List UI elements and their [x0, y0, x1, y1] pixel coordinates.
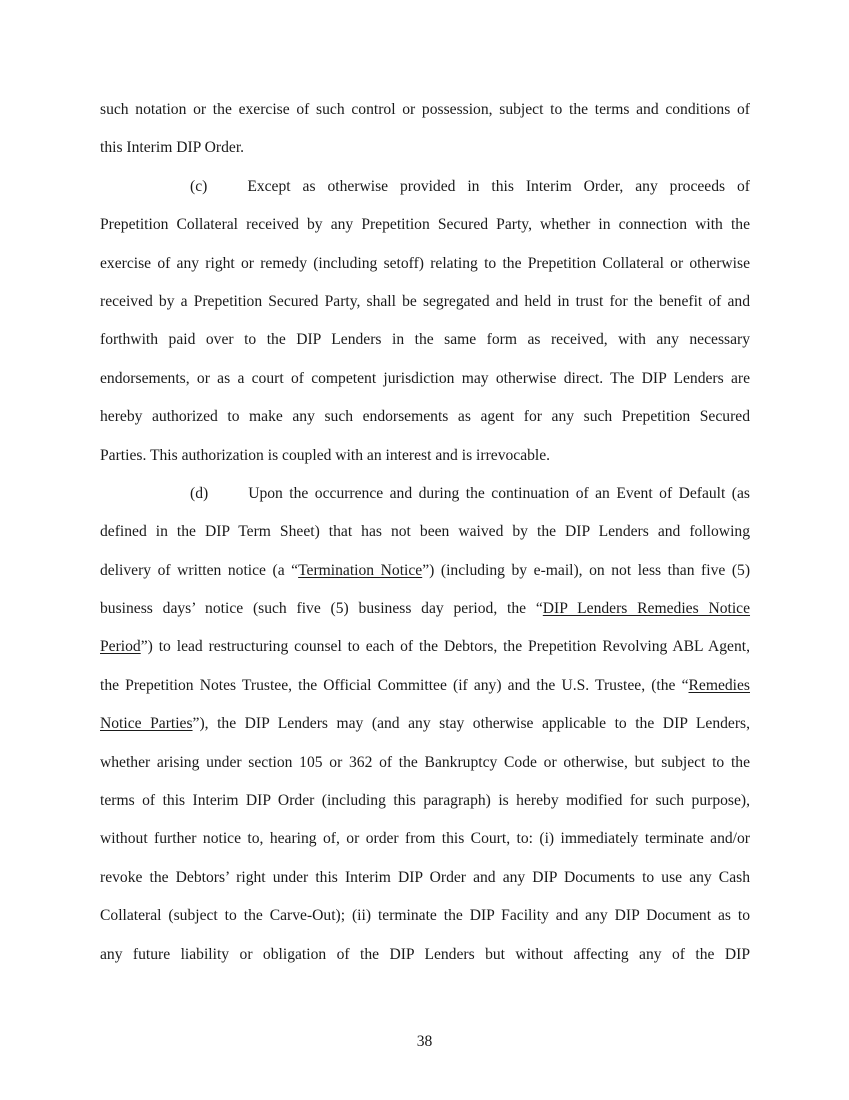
text-segment: ”) to lead restructuring counsel to each of the Debtors, the Prepetition Revolving ABL Agent, [140, 638, 750, 656]
text-line: exercise of any right or remedy (including setoff) relating to the Prepetition Collateral or otherwise [100, 254, 750, 272]
text-line: endorsements, or as a court of competent jurisdiction may otherwise direct. The DIP Lenders are [100, 369, 750, 387]
text-line: forthwith paid over to the DIP Lenders in the same form as received, with any necessary [100, 331, 750, 349]
text-line: defined in the DIP Term Sheet) that has not been waived by the DIP Lenders and following [100, 523, 750, 541]
paragraph-d-first-line [100, 479, 750, 517]
document-body [100, 95, 750, 978]
text-line [100, 671, 750, 709]
text-segment: ”), the DIP Lenders may (and any stay otherwise applicable to the DIP Lenders, [192, 715, 751, 733]
defined-term-notice-parties: Notice Parties [100, 715, 193, 733]
text-line: without further notice to, hearing of, or order from this Court, to: (i) immediately terminate and/or [100, 830, 750, 848]
text-line: Collateral (subject to the Carve-Out); (ii) terminate the DIP Facility and any DIP Document as to [100, 907, 750, 925]
text-line [100, 594, 750, 632]
defined-term-remedies: Remedies [688, 676, 750, 694]
paragraph-c-label: (c) [190, 177, 208, 195]
text-line [100, 709, 750, 747]
text-line: any future liability or obligation of the DIP Lenders but without affecting any of the DIP [100, 945, 750, 963]
text-line: this Interim DIP Order. [100, 139, 245, 157]
paragraph-d-label: (d) [190, 484, 209, 502]
text-segment: business days’ notice (such five (5) business day period, the “ [100, 600, 543, 618]
text-line [100, 556, 750, 594]
text-line: Prepetition Collateral received by any Prepetition Secured Party, whether in connection with the [100, 216, 750, 234]
text-line: Except as otherwise provided in this Interim Order, any proceeds of [247, 177, 750, 195]
text-line: Parties. This authorization is coupled with an interest and is irrevocable. [100, 446, 551, 464]
text-line: terms of this Interim DIP Order (including this paragraph) is hereby modified for such purpose), [100, 792, 750, 810]
text-line: hereby authorized to make any such endorsements as agent for any such Prepetition Secured [100, 408, 750, 426]
text-line: Upon the occurrence and during the continuation of an Event of Default (as [248, 484, 750, 502]
page-number: 38 [416, 1033, 433, 1050]
text-segment: delivery of written notice (a “ [100, 561, 299, 579]
defined-term-dip-lenders-remedies-notice-period: DIP Lenders Remedies Notice [542, 600, 751, 618]
text-line: received by a Prepetition Secured Party, shall be segregated and held in trust for the benefit of and [100, 292, 750, 310]
defined-term-termination-notice: Termination Notice [298, 561, 423, 579]
paragraph-c-first-line [100, 172, 750, 210]
text-segment: ”) (including by e-mail), on not less than five (5) [422, 561, 751, 579]
text-line: whether arising under section 105 or 362 of the Bankruptcy Code or otherwise, but subject to the [100, 753, 750, 771]
text-line: revoke the Debtors’ right under this Interim DIP Order and any DIP Documents to use any Cash [100, 868, 750, 886]
text-line: such notation or the exercise of such control or possession, subject to the terms and conditions of [100, 101, 750, 118]
defined-term-period: Period [100, 638, 141, 656]
text-line [100, 632, 750, 670]
text-segment: the Prepetition Notes Trustee, the Official Committee (if any) and the U.S. Trustee, (the “ [100, 676, 689, 694]
